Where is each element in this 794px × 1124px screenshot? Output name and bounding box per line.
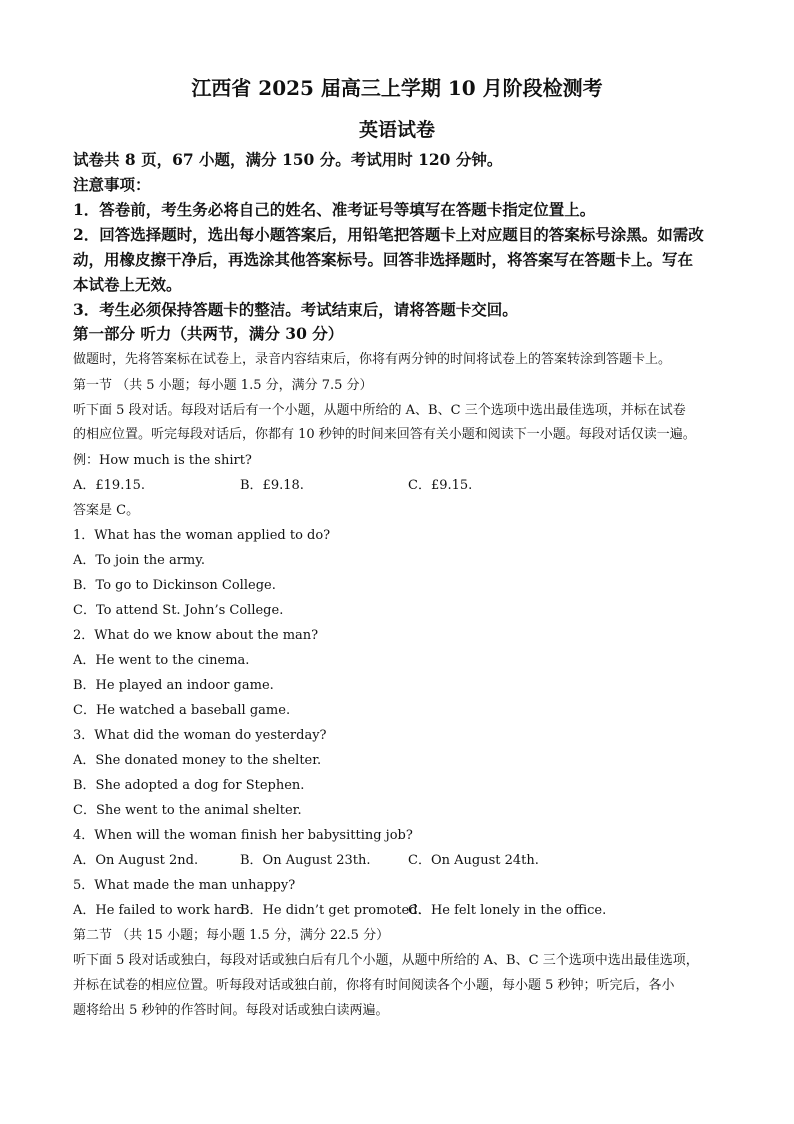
question-5-option-c: C．He felt lonely in the office.: [408, 903, 607, 918]
question-3-option-b: B．She adopted a dog for Stephen.: [73, 778, 305, 793]
notice-rule-3: 3．考生必须保持答题卡的整洁。考试结束后，请将答题卡交回。: [73, 300, 518, 319]
section1-instruction-line-1: 听下面 5 段对话。每段对话后有一个小题，从题中所给的 A、B、C 三个选项中选出最佳选项，并标在试卷: [73, 403, 686, 418]
section2-instruction-line-1: 听下面 5 段对话或独白，每段对话或独白后有几个小题，从题中所给的 A、B、C 三个选项中选出最佳选项，: [73, 953, 699, 968]
example-option-b: B．£9.18.: [240, 478, 304, 493]
question-3: 3．What did the woman do yesterday?: [73, 728, 327, 743]
question-4-option-c: C．On August 24th.: [408, 853, 539, 868]
section1-heading: 第一节 （共 5 小题；每小题 1.5 分，满分 7.5 分）: [73, 378, 373, 393]
part1-heading: 第一部分 听力（共两节，满分 30 分）: [73, 324, 344, 343]
section2-heading: 第二节 （共 15 小题；每小题 1.5 分，满分 22.5 分）: [73, 928, 390, 943]
example-option-c: C．£9.15.: [408, 478, 473, 493]
notice-rule-2-line-3: 本试卷上无效。: [73, 275, 182, 294]
question-1: 1．What has the woman applied to do?: [73, 528, 331, 543]
question-3-option-c: C．She went to the animal shelter.: [73, 803, 302, 818]
question-4-option-b: B．On August 23th.: [240, 853, 371, 868]
section2-instruction-line-3: 题将给出 5 秒钟的作答时间。每段对话或独白读两遍。: [73, 1003, 389, 1018]
example-option-a: A．£19.15.: [73, 478, 146, 493]
question-4: 4．When will the woman finish her babysitting job?: [73, 828, 413, 843]
question-5: 5．What made the man unhappy?: [73, 878, 296, 893]
part1-instruction: 做题时，先将答案标在试卷上，录音内容结束后，你将有两分钟的时间将试卷上的答案转涂到答题卡上。: [73, 352, 672, 367]
question-4-option-a: A．On August 2nd.: [73, 853, 199, 868]
section2-instruction-line-2: 并标在试卷的相应位置。听每段对话或独白前，你将有时间阅读各个小题，每小题 5 秒钟；听完后，各小: [73, 978, 675, 993]
question-2-option-a: A．He went to the cinema.: [73, 653, 250, 668]
notice-rule-2-line-2: 动，用橡皮擦干净后，再选涂其他答案标号。回答非选择题时，将答案写在答题卡上。写在: [73, 250, 694, 269]
notice-heading: 注意事项：: [73, 175, 151, 194]
question-1-option-b: B．To go to Dickinson College.: [73, 578, 276, 593]
example-answer: 答案是 C。: [73, 503, 140, 518]
exam-title: 江西省 2025 届高三上学期 10 月阶段检测考: [191, 76, 603, 100]
question-2-option-b: B．He played an indoor game.: [73, 678, 274, 693]
exam-subtitle: 英语试卷: [358, 119, 435, 141]
question-1-option-c: C．To attend St. John’s College.: [73, 603, 284, 618]
question-2-option-c: C．He watched a baseball game.: [73, 703, 291, 718]
notice-rule-1: 1．答卷前，考生务必将自己的姓名、准考证号等填写在答题卡指定位置上。: [73, 200, 596, 219]
notice-rule-2-line-1: 2．回答选择题时，选出每小题答案后，用铅笔把答题卡上对应题目的答案标号涂黑。如需改: [73, 225, 704, 244]
exam-summary: 试卷共 8 页，67 小题，满分 150 分。考试用时 120 分钟。: [73, 150, 503, 169]
question-5-option-a: A．He failed to work hard.: [73, 903, 249, 918]
question-3-option-a: A．She donated money to the shelter.: [73, 753, 322, 768]
question-1-option-a: A．To join the army.: [73, 553, 205, 568]
example-question: 例：How much is the shirt?: [73, 453, 252, 468]
section1-instruction-line-2: 的相应位置。听完每段对话后，你都有 10 秒钟的时间来回答有关小题和阅读下一小题。每段对话仅读一遍。: [73, 427, 696, 442]
question-5-option-b: B．He didn’t get promoted.: [240, 903, 422, 918]
question-2: 2．What do we know about the man?: [73, 628, 319, 643]
